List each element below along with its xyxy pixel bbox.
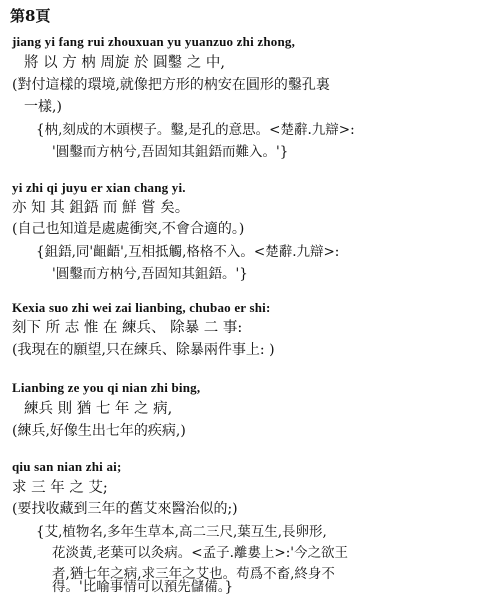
page-number-header: 第8頁 <box>10 7 51 25</box>
annotation-line: {鉏鋙,同'齟齬',互相抵觸,格格不入。<楚辭.九辯>: <box>36 244 340 260</box>
hanzi-line: 練兵 則 猶 七 年 之 病, <box>24 401 173 417</box>
hanzi-line: 亦 知 其 鉏鋙 而 鮮 嘗 矣。 <box>12 200 190 216</box>
pinyin-line: qiu san nian zhi ai; <box>12 459 122 474</box>
annotation-line: {艾,植物名,多年生草本,高二三尺,葉互生,長卵形, <box>36 524 327 540</box>
pinyin-line: jiang yi fang rui zhouxuan yu yuanzuo zhi zhong, <box>12 34 296 49</box>
hanzi-line: 刻下 所 志 惟 在 練兵、 除暴 二 事: <box>12 320 243 336</box>
translation-line: (對付這樣的環境,就像把方形的枘安在圓形的鑿孔裏 <box>12 77 330 93</box>
annotation-line: '圓鑿而方枘兮,吾固知其鉏鋙而難入。'} <box>52 144 289 160</box>
hanzi-line: 求 三 年 之 艾; <box>12 480 108 496</box>
pinyin-line: Kexia suo zhi wei zai lianbing, chubao er shi: <box>12 300 271 315</box>
annotation-line: {枘,刻成的木頭楔子。鑿,是孔的意思。<楚辭.九辯>: <box>36 122 355 138</box>
translation-line: (我現在的願望,只在練兵、除暴兩件事上: ) <box>12 342 275 358</box>
annotation-line: 者,猶七年之病,求三年之艾也。苟爲不畜,終身不 <box>52 566 335 582</box>
translation-line: 一樣,) <box>24 99 62 115</box>
pinyin-line: Lianbing ze you qi nian zhi bing, <box>12 380 201 395</box>
translation-line: (要找收藏到三年的舊艾來醫治似的;) <box>12 501 238 517</box>
translation-line: (練兵,好像生出七年的疾病,) <box>12 423 186 439</box>
hanzi-line: 將 以 方 枘 周旋 於 圓鑿 之 中, <box>24 55 225 71</box>
pinyin-line: yi zhi qi juyu er xian chang yi. <box>12 180 186 195</box>
annotation-line: 花淡黃,老葉可以灸病。<孟子.離婁上>:'今之欲王 <box>52 545 348 561</box>
translation-line: (自己也知道是處處衝突,不會合適的。) <box>12 221 245 237</box>
annotation-line: 得。'比喻事情可以預先儲備。} <box>52 578 234 595</box>
annotation-line: '圓鑿而方枘兮,吾固知其鉏鋙。'} <box>52 266 248 282</box>
